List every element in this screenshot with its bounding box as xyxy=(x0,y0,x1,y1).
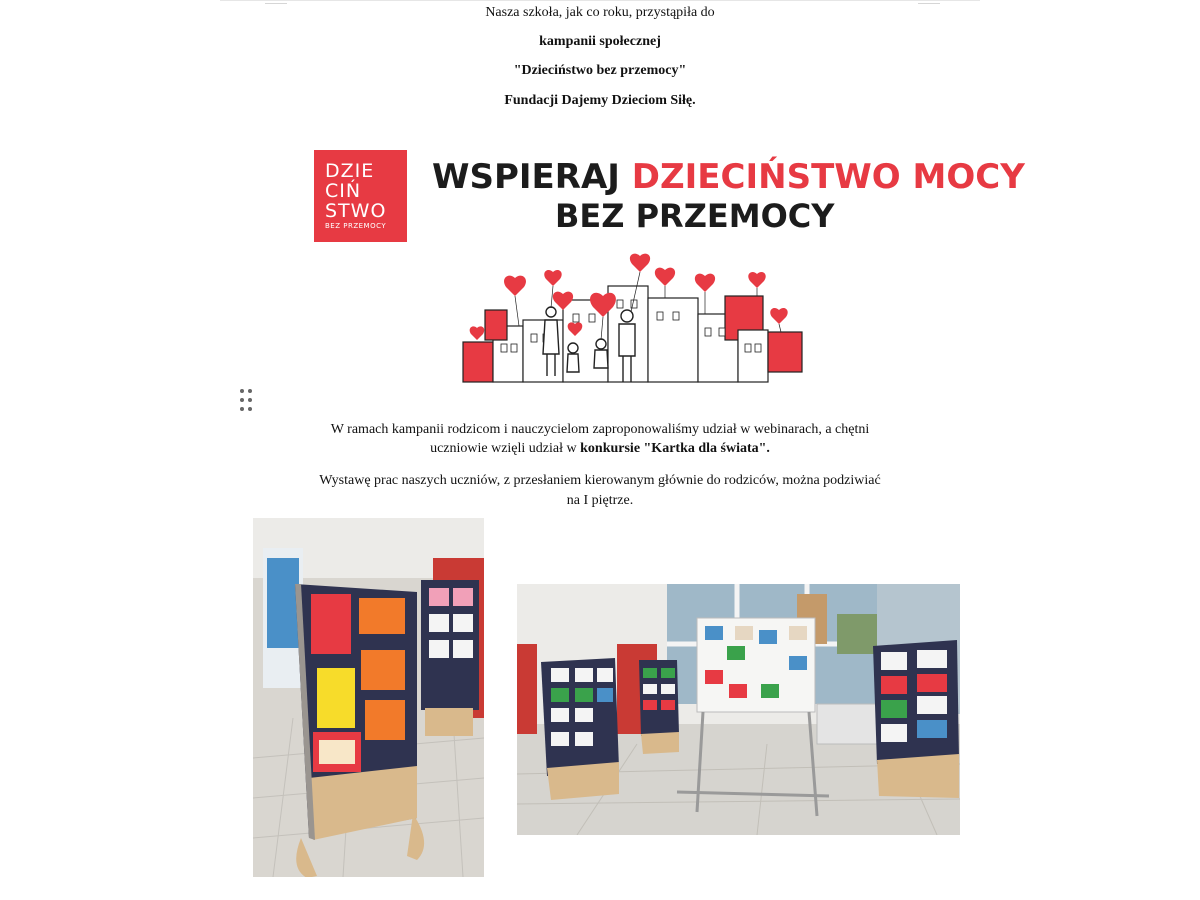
drag-handle-icon[interactable] xyxy=(239,388,253,412)
campaign-paragraph-line-1: W ramach kampanii rodzicom i nauczycielom zaproponowaliśmy udział w webinarach, a chętni xyxy=(330,422,870,437)
logo-text-row-1: DZIE xyxy=(325,160,375,182)
slogan-line-1 xyxy=(432,157,1025,197)
logo-text-row-3: STWO xyxy=(325,200,387,222)
exhibition-photo-2 xyxy=(517,584,960,835)
slogan-word-support: WSPIERAJ xyxy=(432,157,620,197)
intro-line-4: Fundacji Dajemy Dzieciom Siłę. xyxy=(504,93,696,108)
exhibition-paragraph-line-1: Wystawę prac naszych uczniów, z przesłaniem kierowanym głównie do rodziców, można podziwiać xyxy=(319,473,881,488)
logo-text-row-2: CIŃ xyxy=(325,180,362,202)
top-divider xyxy=(220,0,980,1)
exhibition-paragraph-line-2: na I piętrze. xyxy=(566,493,634,508)
contest-name: konkursie "Kartka dla świata". xyxy=(580,441,770,456)
campaign-logo xyxy=(314,150,407,242)
intro-line-2: kampanii społecznej xyxy=(539,34,661,49)
campaign-paragraph-prefix: uczniowie wzięli udział w xyxy=(430,441,577,456)
campaign-paragraph-line-2 xyxy=(0,440,1200,458)
slogan-line-2: BEZ PRZEMOCY xyxy=(555,197,835,235)
town-hearts-illustration xyxy=(455,250,810,388)
exhibition-photo-1 xyxy=(253,518,484,877)
logo-text-row-4: BEZ PRZEMOCY xyxy=(325,222,387,230)
intro-line-3: "Dzieciństwo bez przemocy" xyxy=(513,63,687,78)
slogan-word-childhood: DZIECIŃSTWO MOCY xyxy=(631,157,1025,197)
intro-line-1: Nasza szkoła, jak co roku, przystąpiła do xyxy=(485,5,715,20)
